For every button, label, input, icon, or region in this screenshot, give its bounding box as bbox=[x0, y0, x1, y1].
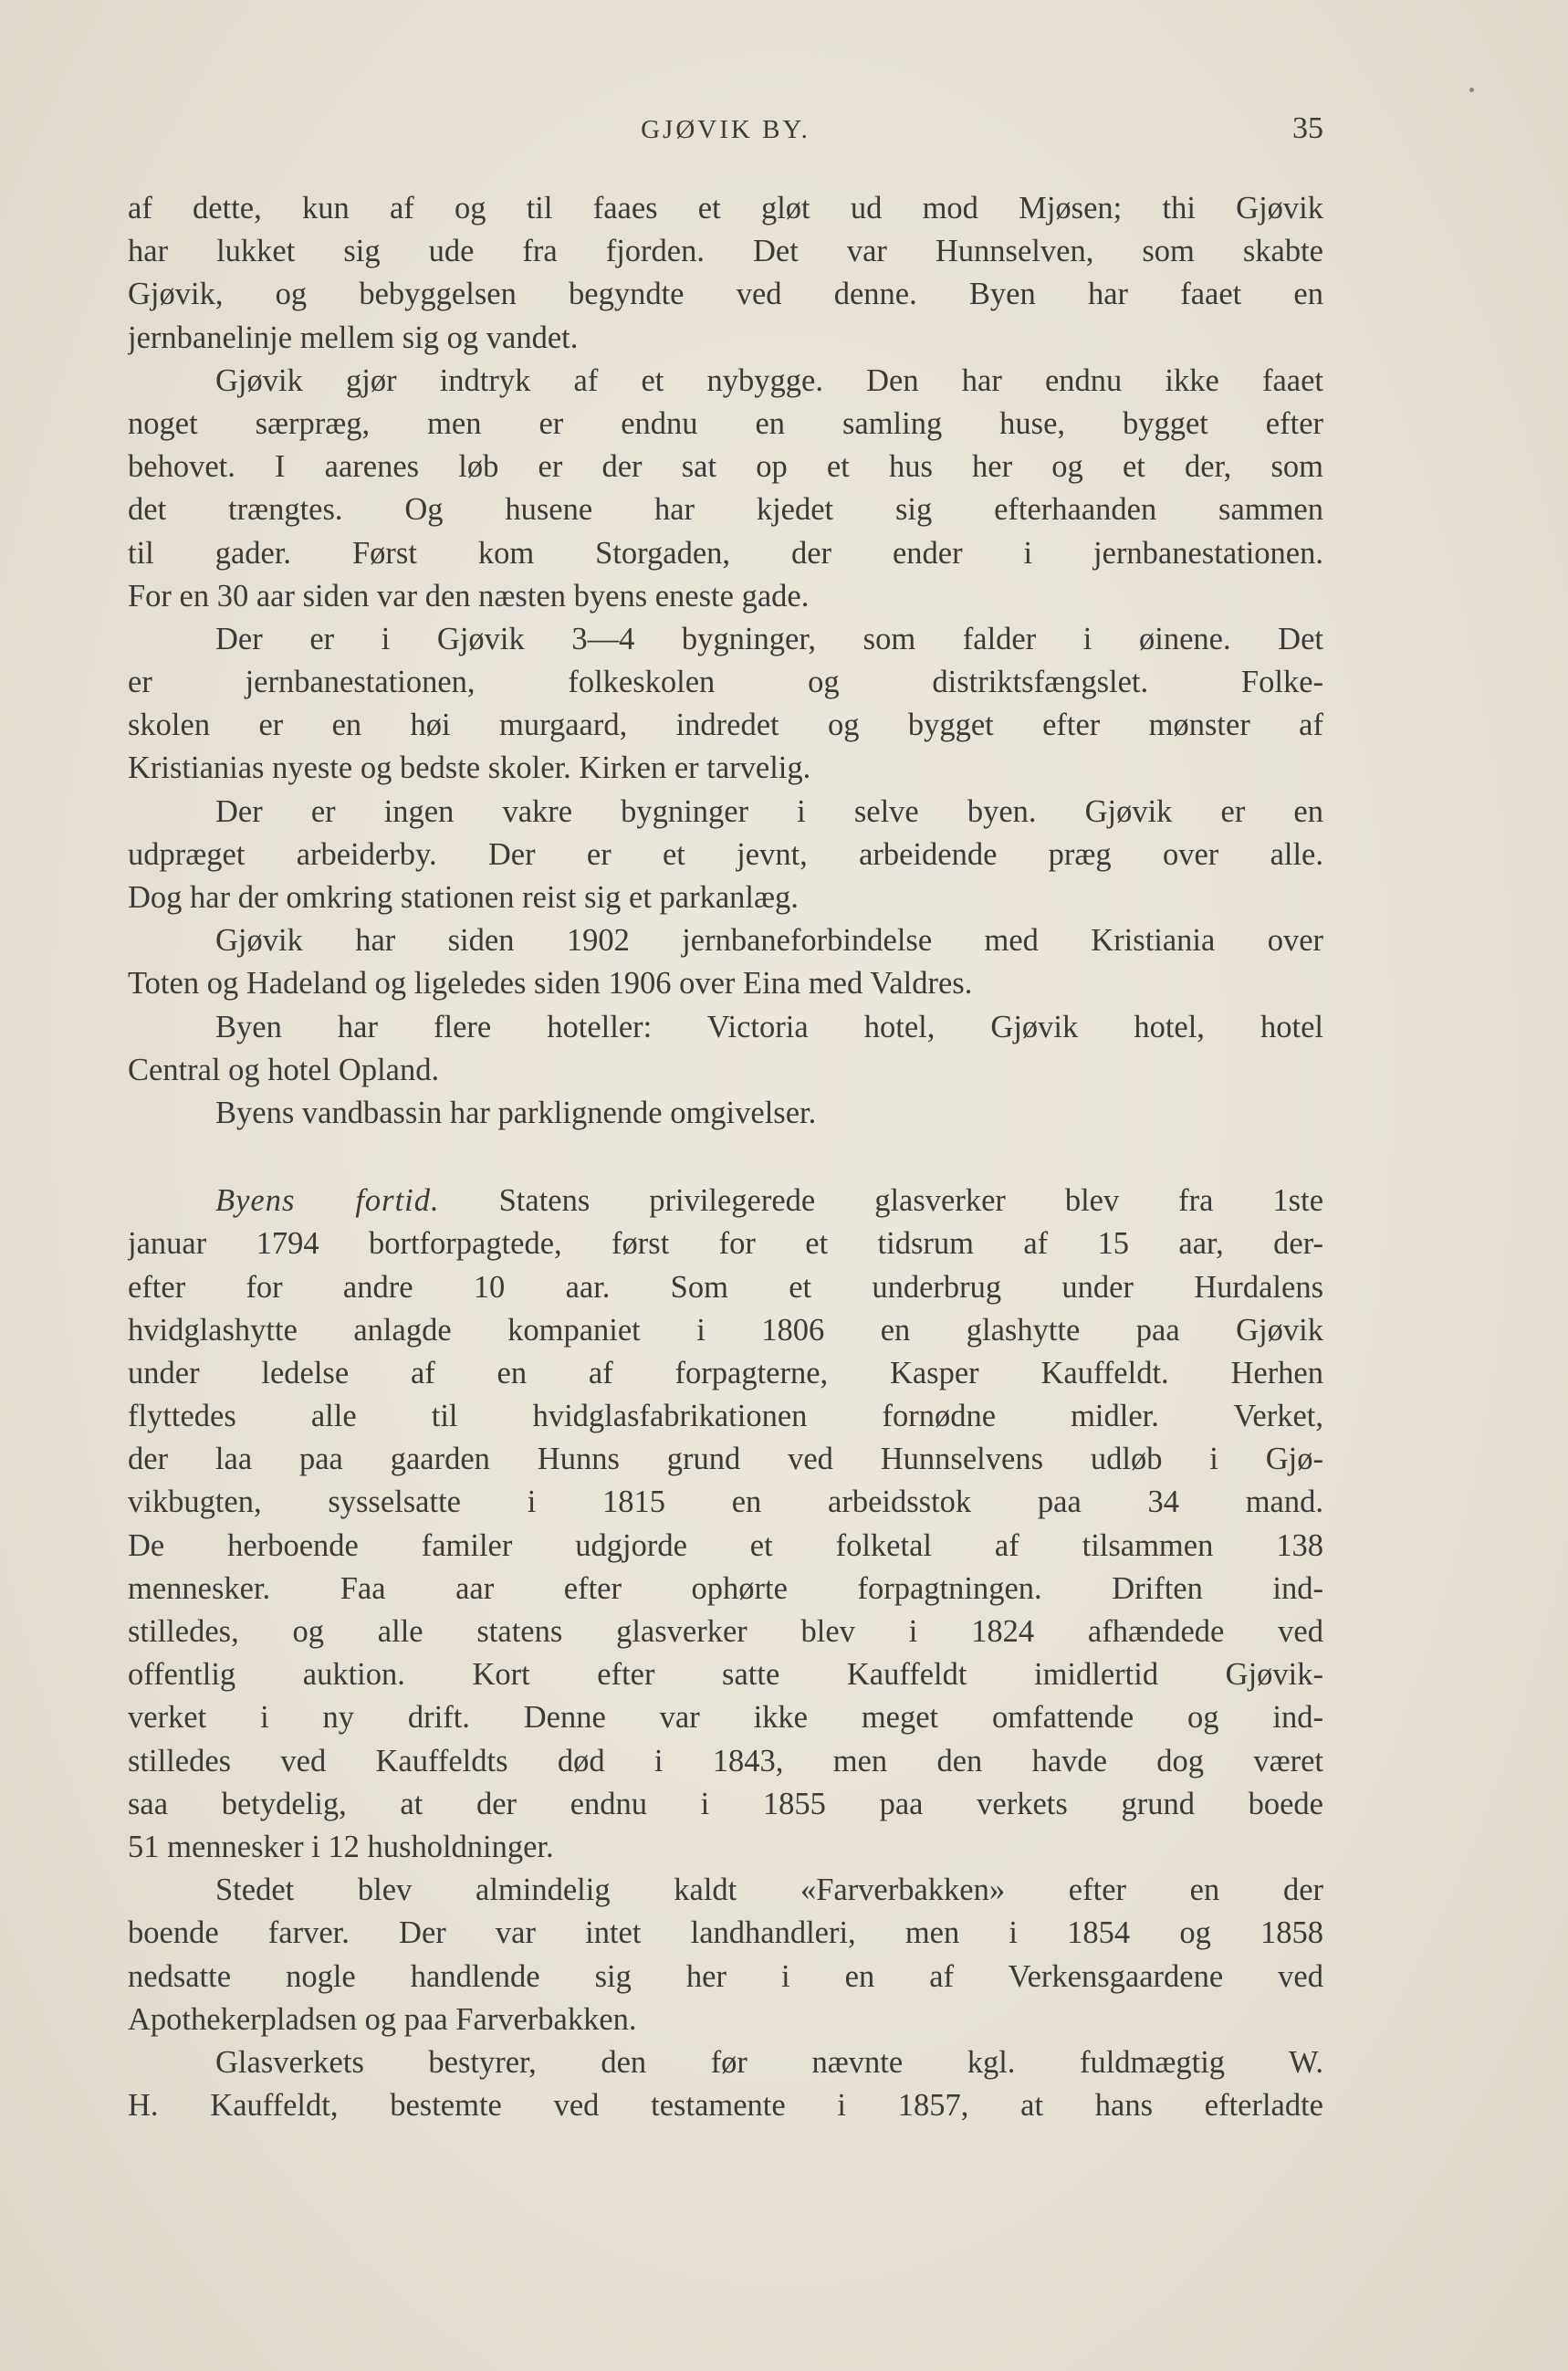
text-line: af dette, kun af og til faaes et gløt ud mod Mjøsen; thi Gjøvik bbox=[128, 191, 1323, 226]
text-line: noget særpræg, men er endnu en samling huse, bygget efter bbox=[128, 405, 1323, 441]
text-line: skolen er en høi murgaard, indredet og bygget efter mønster af bbox=[128, 708, 1323, 743]
text-line: der laa paa gaarden Hunns grund ved Hunnselvens udløb i Gjø- bbox=[128, 1442, 1323, 1477]
text-line: Gjøvik gjør indtryk af et nybygge. Den har endnu ikke faaet bbox=[215, 362, 1323, 398]
text-line: Gjøvik har siden 1902 jernbaneforbindelse med Kristiania over bbox=[215, 923, 1323, 959]
text-line: Der er ingen vakre bygninger i selve byen. Gjøvik er en bbox=[215, 793, 1323, 829]
text-line: nedsatte nogle handlende sig her i en af Verkensgaardene ved bbox=[128, 1958, 1323, 1994]
text-line: jernbanelinje mellem sig og vandet. bbox=[128, 320, 579, 355]
page-header bbox=[128, 111, 1323, 152]
text-line: Glasverkets bestyrer, den før nævnte kgl. fuldmægtig W. bbox=[215, 2044, 1323, 2080]
text-line: Apothekerpladsen og paa Farverbakken. bbox=[128, 2001, 637, 2037]
text-line: udpræget arbeiderby. Der er et jevnt, arbeidende præg over alle. bbox=[128, 836, 1323, 872]
text-line: stilledes, og alle statens glasverker blev i 1824 afhændede ved bbox=[128, 1614, 1323, 1649]
text-line: Der er i Gjøvik 3—4 bygninger, som falder i øinene. Det bbox=[215, 621, 1323, 656]
text-line: verket i ny drift. Denne var ikke meget omfattende og ind- bbox=[128, 1700, 1323, 1736]
text-line: Stedet blev almindelig kaldt «Farverbakken» efter en der bbox=[215, 1873, 1323, 1908]
text-line: efter for andre 10 aar. Som et underbrug under Hurdalens bbox=[128, 1269, 1323, 1305]
text-line: offentlig auktion. Kort efter satte Kauffeldt imidlertid Gjøvik- bbox=[128, 1657, 1323, 1693]
text-line: vikbugten, sysselsatte i 1815 en arbeidsstok paa 34 mand. bbox=[128, 1484, 1323, 1520]
text-line: er jernbanestationen, folkeskolen og distriktsfængslet. Folke- bbox=[128, 665, 1323, 700]
text-line: behovet. I aarenes løb er der sat op et hus her og et der, som bbox=[128, 449, 1323, 485]
text-line: har lukket sig ude fra fjorden. Det var Hunnselven, som skabte bbox=[128, 234, 1323, 269]
text-line: stilledes ved Kauffeldts død i 1843, men den havde dog været bbox=[128, 1743, 1323, 1778]
text-line: det trængtes. Og husene har kjedet sig efterhaanden sammen bbox=[128, 492, 1323, 528]
text-line: Gjøvik, og bebyggelsen begyndte ved denne. Byen har faaet en bbox=[128, 277, 1323, 312]
text-line bbox=[128, 1180, 1323, 1222]
text-line: til gader. Først kom Storgaden, der ender i jernbanestationen. bbox=[128, 535, 1323, 571]
text-line: saa betydelig, at der endnu i 1855 paa verkets grund boede bbox=[128, 1786, 1323, 1821]
text-line: For en 30 aar siden var den næsten byens eneste gade. bbox=[128, 578, 810, 614]
body-text bbox=[128, 187, 1323, 2127]
text-line: Central og hotel Opland. bbox=[128, 1052, 440, 1087]
section-heading: Byens fortid. bbox=[215, 1183, 440, 1219]
text-line: Kristianias nyeste og bedste skoler. Kirken er tarvelig. bbox=[128, 750, 811, 786]
text-line: Byen har flere hoteller: Victoria hotel, Gjøvik hotel, hotel bbox=[215, 1009, 1323, 1044]
text-line: hvidglashytte anlagde kompaniet i 1806 en glashytte paa Gjøvik bbox=[128, 1312, 1323, 1348]
section-gap bbox=[128, 1135, 1323, 1180]
text-line: De herboende familer udgjorde et folketal af tilsammen 138 bbox=[128, 1527, 1323, 1563]
text-line: Dog har der omkring stationen reist sig et parkanlæg. bbox=[128, 880, 799, 915]
text-line: mennesker. Faa aar efter ophørte forpagtningen. Driften ind- bbox=[128, 1570, 1323, 1606]
text-line-rest: Statens privilegerede glasverker blev fra 1ste bbox=[498, 1183, 1323, 1219]
running-title: GJØVIK BY. bbox=[641, 115, 810, 144]
text-line: H. Kauffeldt, bestemte ved testamente i 1857, at hans efterladte bbox=[128, 2088, 1323, 2124]
text-line: Toten og Hadeland og ligeledes siden 1906 over Eina med Valdres. bbox=[128, 966, 973, 1002]
text-line: under ledelse af en af forpagterne, Kasper Kauffeldt. Herhen bbox=[128, 1355, 1323, 1390]
text-line: januar 1794 bortforpagtede, først for et tidsrum af 15 aar, der- bbox=[128, 1226, 1323, 1262]
paper-speck bbox=[1469, 88, 1474, 92]
text-line: flyttedes alle til hvidglasfabrikationen fornødne midler. Verket, bbox=[128, 1399, 1323, 1434]
text-line: boende farver. Der var intet landhandleri, men i 1854 og 1858 bbox=[128, 1915, 1323, 1951]
text-line: Byens vandbassin har parklignende omgivelser. bbox=[215, 1095, 817, 1130]
page-number: 35 bbox=[1292, 111, 1323, 145]
text-line: 51 mennesker i 12 husholdninger. bbox=[128, 1829, 554, 1864]
